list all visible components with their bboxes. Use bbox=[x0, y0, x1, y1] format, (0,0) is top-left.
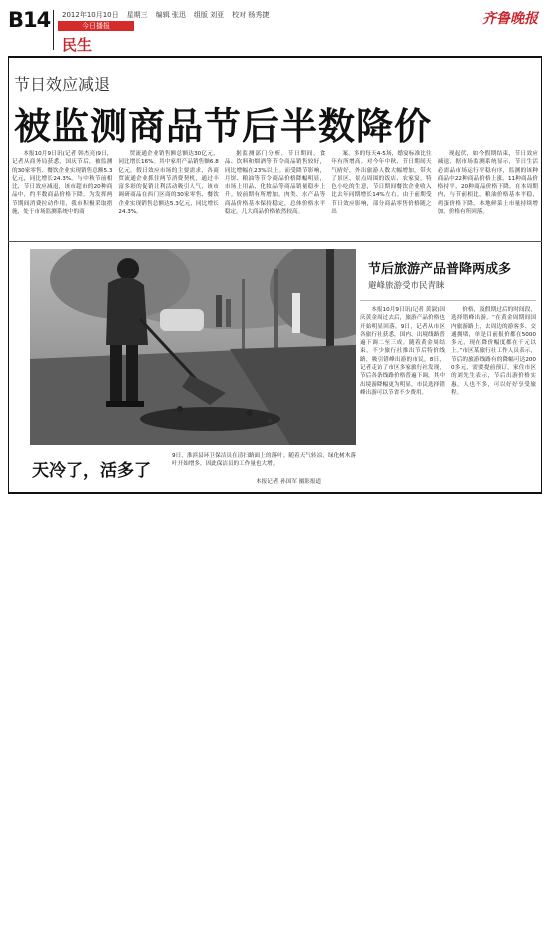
side-story-paragraph: 价格，及假期过后的时间段，选择错峰出游。“在黄金周期间国内旅游路上，去周边的游客多、交通拥堵，单是目前报价都在5000多元，现在降价幅度都在千元以上。”市区某旅行社工作人员表示，节后的旅游线路有的降幅可达2000多元，需要提前预订。家住市区的刘先生表示，节后出游价格实惠，人也不多，可以好好享受旅程。 bbox=[451, 307, 536, 396]
bottom-rule bbox=[8, 492, 542, 494]
masthead-divider bbox=[53, 10, 54, 50]
story-column bbox=[225, 150, 325, 236]
story-column bbox=[12, 150, 112, 236]
side-story-rule bbox=[360, 300, 536, 301]
side-story-paragraph: 本报10月9日讯(记者 黄淑)国庆黄金周过去后，旅游产品价格也开始明显回落。9日，记者从市区各旅行社获悉，国内、出境线路普遍下调二至三成。随着黄金周结束，不少旅行社推出节后特价线路，吸引错峰出游的市民。8日，记者走访了市区多家旅行社发现，节后各条线路价格普遍下调，其中出境游降幅更为明显，市民选择错峰出游可以节省不少费用。 bbox=[360, 307, 445, 396]
section-tag: 今日播报 bbox=[58, 21, 134, 31]
dateline bbox=[62, 10, 277, 20]
masthead bbox=[8, 6, 542, 54]
editor-credit: 编辑 张迅 bbox=[155, 11, 186, 19]
frame-left bbox=[8, 56, 9, 494]
story-paragraph: 案，多的每天4-5场，婚宴标准比往年有所增高。对今年中秋、节日期间天气晴好，外出旅游人数大幅增加，带火了景区、景点周围的饭店、农家宴，特色小吃的生意，节日期间餐饮企业收入比去年同期增长14%左右。由于前期受节日效应影响，部分商品零售价格随之出 bbox=[331, 151, 432, 216]
issue-date: 2012年10月10日 bbox=[62, 11, 119, 19]
story-column bbox=[331, 150, 431, 236]
section-rule bbox=[8, 241, 542, 242]
side-story-body bbox=[360, 306, 536, 486]
frame-right bbox=[541, 56, 542, 494]
story-column bbox=[118, 150, 218, 236]
top-rule bbox=[8, 56, 542, 58]
section-name: 民生 bbox=[62, 36, 93, 54]
story-paragraph: 现起伏，如今假期结束，节日效应减退，据市场监测系统显示，节日生活必需品市场运行平稳有序，监测的该种商品中22种商品价格上涨，11种商品价格持平，20种商品价格下降。在本周期内，与节前相比，粮油价格基本平稳，鸡蛋价格下降，本地鲜菜上市量持续增加，价格有所回落。 bbox=[437, 151, 539, 216]
side-story-column bbox=[360, 306, 445, 486]
story-body bbox=[12, 150, 538, 236]
story-paragraph: 贸流通企业销售额总额达30亿元，同比增长16%。其中家用产品销售额6.8亿元。假日效应市场的主要需求，各商贸流通企业抓住两节消费契机，通过丰富多彩的促销让利活动吸引人气，该市调研商品在西门区商的30家零售、餐饮企业实现销售总额达5.3亿元，同比增长24.3%。 bbox=[118, 151, 219, 216]
story-paragraph: 据监测部门分析，节日期间，食品、饮料和烟酒等节令商品销售较好，同比增幅在23%以上。而受降节影响，月饼、粮油等节令商品价格降幅明显，市场上用品、化妆品等商品销量稳步上升。较前期有所增加，肉类、水产品等商品价格基本保持稳定，总体价格水平稳定。几大商品价格依然较高。 bbox=[224, 151, 326, 216]
side-story-headline: 节后旅游产品普降两成多 bbox=[368, 262, 512, 277]
story-kicker: 节日效应减退 bbox=[14, 75, 111, 94]
street-sweeper-photo bbox=[30, 249, 356, 445]
story-column bbox=[438, 150, 538, 236]
story-headline: 被监测商品节后半数降价 bbox=[14, 105, 432, 148]
side-story-column bbox=[451, 306, 536, 486]
photo-title: 天冷了，活多了 bbox=[32, 461, 151, 481]
newspaper-logo: 齐鲁晚报 bbox=[482, 11, 538, 27]
photo-caption: 9日，淮滨县环卫保洁员在清扫路面上的落叶。随着天气转凉，绿化树木落叶开始增多，因此保洁员的工作量也大增。 bbox=[172, 453, 356, 468]
proofread-credit: 校对 杨秀捷 bbox=[232, 11, 270, 19]
story-paragraph: 本报10月9日讯(记者 韩杰亮)9日，记者从商务局获悉，国庆节后，被监测的30家零售、餐饮企业实现销售总额5.3亿元，同比增长24.3%。与中秋节前相比，节日效应减退，该市超市的20种商品中，约半数商品价格下降。为发挥两节期间消费拉动作用，我市积极采取措施，处于市场监测系统中的商 bbox=[12, 151, 113, 216]
photo-credit: 本报记者 孙国军 摄影报道 bbox=[256, 479, 322, 485]
page-number: B14 bbox=[8, 8, 51, 32]
layout-credit: 组版 刘亚 bbox=[193, 11, 225, 19]
photo-illustration bbox=[30, 249, 356, 445]
issue-weekday: 星期三 bbox=[126, 11, 148, 19]
side-story-deck: 避峰旅游受市民青睐 bbox=[368, 281, 445, 291]
